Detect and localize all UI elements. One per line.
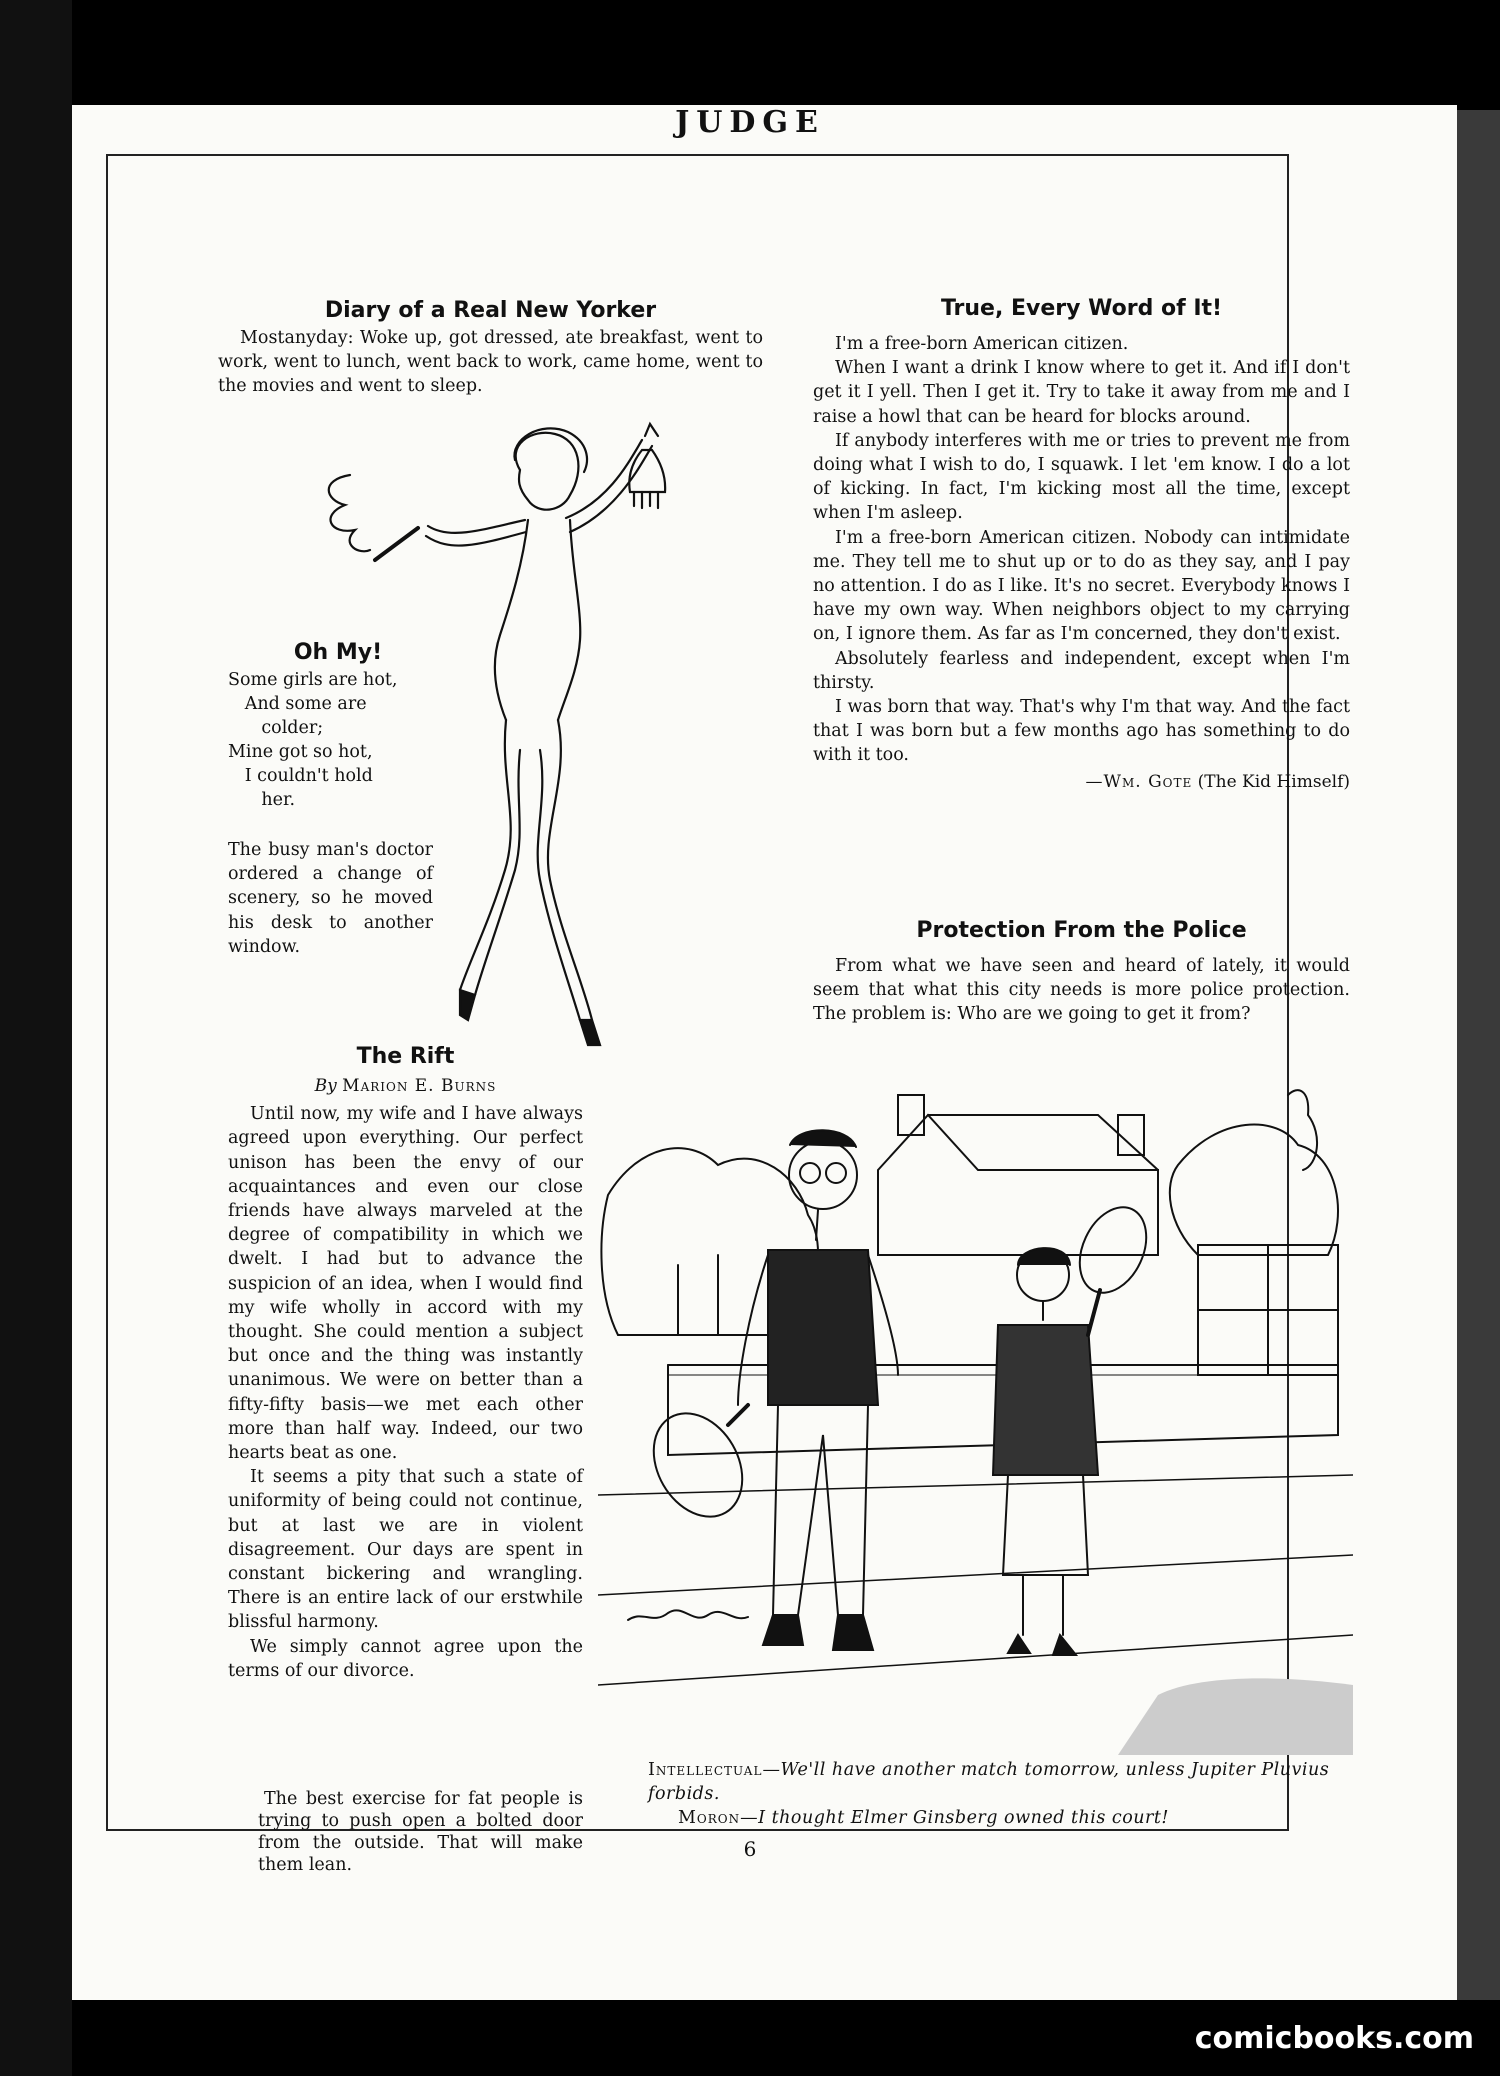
true-signature bbox=[813, 770, 1350, 794]
rift-paragraph: It seems a pity that such a state of uniformity of being could not continue, but at last we are in violent disagreement. Our days are spent in constant bickering and wrangling. There is an entire lack of our erstwhile blissful harmony. bbox=[228, 1467, 583, 1633]
poem-line: her. bbox=[228, 790, 296, 810]
true-paragraph: If anybody interferes with me or tries to prevent me from doing what I wish to do, I squawk. I let 'em know. I do a lot of kicking. In fact, I'm kicking most all the time, except when I'm asleep. bbox=[813, 430, 1350, 524]
true-paragraph: I was born that way. That's why I'm that way. And the fact that I was born but a few months ago has something to do with it too. bbox=[813, 697, 1350, 766]
caption-line-1 bbox=[648, 1758, 1338, 1806]
caption-speaker-moron: Moron bbox=[678, 1808, 741, 1828]
police-title: Protection From the Police bbox=[916, 918, 1247, 943]
true-every-word-title: True, Every Word of It! bbox=[940, 296, 1223, 321]
true-every-word-section bbox=[813, 294, 1350, 794]
byline-by: By bbox=[314, 1076, 337, 1096]
tennis-cartoon bbox=[598, 1075, 1353, 1755]
true-paragraph: I'm a free-born American citizen. Nobody can intimidate me. They tell me to shut up or to do as they say, and I pay no attention. I do as I like. It's no secret. Everybody knows I have my own way. When neighbors object to my carrying on, I ignore them. As far as I'm concerned, they don't exist. bbox=[813, 527, 1350, 645]
page-number: 6 bbox=[743, 1837, 757, 1861]
rift-paragraph: We simply cannot agree upon the terms of our divorce. bbox=[228, 1636, 583, 1681]
poem-line: colder; bbox=[228, 718, 324, 738]
poem-line: Mine got so hot, bbox=[228, 742, 373, 762]
cartoon-caption bbox=[648, 1758, 1338, 1830]
true-paragraph: When I want a drink I know where to get it. And if I don't get it I yell. Then I get it. Try to take it away from me and I raise a howl that can be heard for blocks around. bbox=[813, 358, 1350, 427]
busy-man-section bbox=[228, 838, 433, 959]
poem-line: Some girls are hot, bbox=[228, 670, 398, 690]
poem-line: And some are bbox=[228, 694, 367, 714]
fat-people-section bbox=[258, 1788, 583, 1876]
diary-title: Diary of a Real New Yorker bbox=[324, 298, 657, 323]
true-paragraph: I'm a free-born American citizen. bbox=[835, 334, 1129, 354]
poem-line: I couldn't hold bbox=[228, 766, 373, 786]
caption-line-2 bbox=[648, 1806, 1338, 1830]
diary-section bbox=[218, 296, 763, 399]
caption-dialogue-intellectual: —We'll have another match tomorrow, unless Jupiter Pluvius forbids. bbox=[648, 1760, 1330, 1804]
oh-my-poem bbox=[228, 668, 448, 812]
busy-man-text: The busy man's doctor ordered a change of scenery, so he moved his desk to another window. bbox=[228, 840, 433, 957]
binding-edge bbox=[1457, 110, 1500, 2000]
fat-people-text: The best exercise for fat people is trying to push open a bolted door from the outside. That will make them lean. bbox=[258, 1789, 583, 1875]
watermark: comicbooks.com bbox=[1194, 2021, 1474, 2056]
rift-title: The Rift bbox=[356, 1044, 455, 1069]
true-paragraph: Absolutely fearless and independent, except when I'm thirsty. bbox=[813, 648, 1350, 693]
police-text: From what we have seen and heard of lately, it would seem that what this city needs is more police protection. The problem is: Who are we going to get it from? bbox=[813, 956, 1350, 1025]
rift-byline bbox=[228, 1074, 583, 1098]
oh-my-section bbox=[228, 638, 448, 812]
signature-note: (The Kid Himself) bbox=[1197, 771, 1350, 792]
oh-my-title: Oh My! bbox=[293, 640, 383, 665]
scan-edge-left bbox=[0, 0, 72, 2076]
rift-section bbox=[228, 1042, 583, 1683]
caption-speaker-intellectual: Intellectual bbox=[648, 1760, 763, 1780]
caption-dialogue-moron: —I thought Elmer Ginsberg owned this court! bbox=[740, 1808, 1169, 1828]
police-section bbox=[813, 916, 1350, 1027]
diary-text: Mostanyday: Woke up, got dressed, ate breakfast, went to work, went to lunch, went back to work, came home, went to the movies and went to sleep. bbox=[218, 328, 763, 397]
masthead: JUDGE bbox=[675, 105, 825, 140]
signature-name: —Wm. Gote bbox=[1085, 771, 1193, 792]
rift-author: Marion E. Burns bbox=[342, 1076, 497, 1096]
rift-paragraph: Until now, my wife and I have always agreed upon everything. Our perfect unison has been the envy of our acquaintances and even our close friends have always marveled at the degree of compatibility in which we dwelt. I had but to advance the suspicion of an idea, when I would find my wife wholly in accord with my thought. She could mention a subject but once and the thing was instantly unanimous. We were on better than a fifty-fifty basis—we met each other more than half way. Indeed, our two hearts beat as one. bbox=[228, 1104, 583, 1464]
